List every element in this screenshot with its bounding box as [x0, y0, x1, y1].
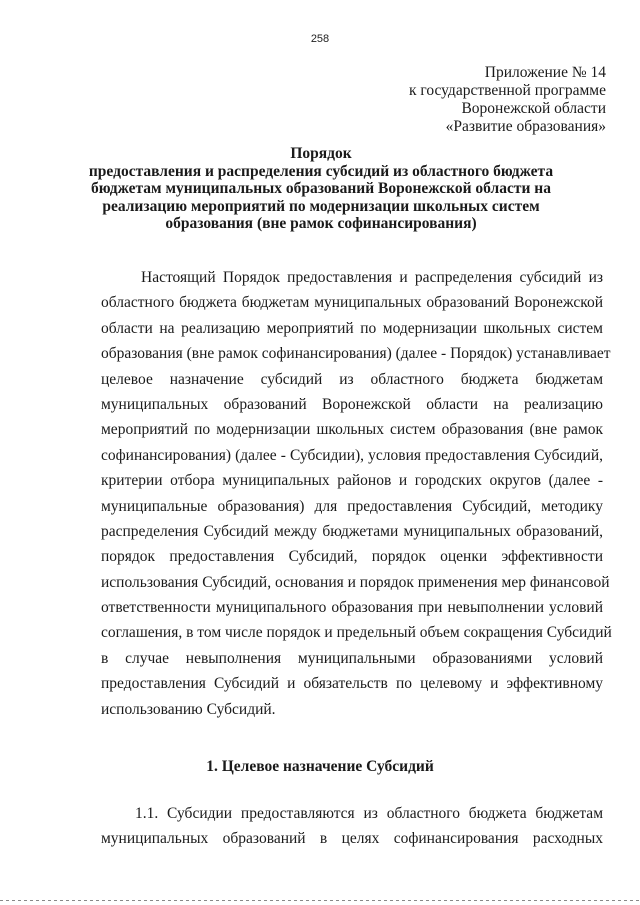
- section-heading: 1. Целевое назначение Субсидий: [206, 758, 434, 775]
- intro-paragraph: [101, 265, 612, 722]
- paragraph-line: области на реализацию мероприятий по модернизации школьных систем: [101, 319, 603, 337]
- paragraph-line: муниципальные образования) для предоставления Субсидий, методику: [101, 497, 603, 515]
- paragraph-line: целевое назначение субсидий из областного бюджета бюджетам: [101, 370, 603, 388]
- paragraph-line: ответственности муниципального образования при невыполнении условий: [101, 599, 603, 617]
- document-title: [60, 145, 582, 233]
- paragraph-line: 1.1. Субсидии предоставляются из областного бюджета бюджетам: [135, 805, 603, 822]
- paragraph-line: распределения Субсидий между бюджетами муниципальных образований,: [101, 522, 603, 540]
- annex-line: Воронежской области: [461, 100, 606, 117]
- annex-line: «Развитие образования»: [445, 118, 606, 135]
- paragraph-line: мероприятий по модернизации школьных систем образования (вне рамок: [101, 421, 603, 439]
- paragraph-line: Настоящий Порядок предоставления и распределения субсидий из: [141, 269, 603, 286]
- paragraph-line: софинансирования) (далее - Субсидии), условия предоставления Субсидий,: [101, 446, 603, 464]
- paragraph-line: использования Субсидий, основания и порядок применения мер финансовой: [101, 573, 610, 591]
- annex-line: Приложение № 14: [484, 64, 606, 81]
- paragraph-line: областного бюджета бюджетам муниципальных образований Воронежской: [101, 294, 603, 312]
- section-paragraph: [101, 801, 603, 852]
- scan-edge-divider: [0, 900, 640, 901]
- paragraph-line: муниципальных образований в целях софинансирования расходных: [101, 830, 603, 848]
- page-number: 258: [310, 33, 330, 45]
- paragraph-line: в случае невыполнения муниципальными образованиями условий: [101, 649, 603, 667]
- paragraph-line: порядок предоставления Субсидий, порядок оценки эффективности: [101, 548, 603, 566]
- paragraph-line: муниципальных образований Воронежской области на реализацию: [101, 395, 603, 413]
- title-line: предоставления и распределения субсидий из областного бюджета: [88, 162, 554, 180]
- title-line: бюджетам муниципальных образований Воронежской области на: [91, 180, 551, 197]
- title-line: Порядок: [290, 145, 352, 162]
- annex-reference: [409, 64, 606, 136]
- paragraph-line: использованию Субсидий.: [101, 700, 276, 718]
- title-line: образования (вне рамок софинансирования): [165, 215, 477, 232]
- annex-line: к государственной программе: [408, 82, 606, 99]
- paragraph-line: предоставления Субсидий и обязательств по целевому и эффективному: [101, 675, 603, 693]
- paragraph-line: соглашения, в том числе порядок и предельный объем сокращения Субсидий: [101, 624, 612, 642]
- title-line: реализацию мероприятий по модернизации школьных систем: [102, 197, 540, 215]
- paragraph-line: образования (вне рамок софинансирования) (далее - Порядок) устанавливает: [101, 345, 611, 363]
- paragraph-line: критерии отбора муниципальных районов и городских округов (далее -: [101, 472, 603, 490]
